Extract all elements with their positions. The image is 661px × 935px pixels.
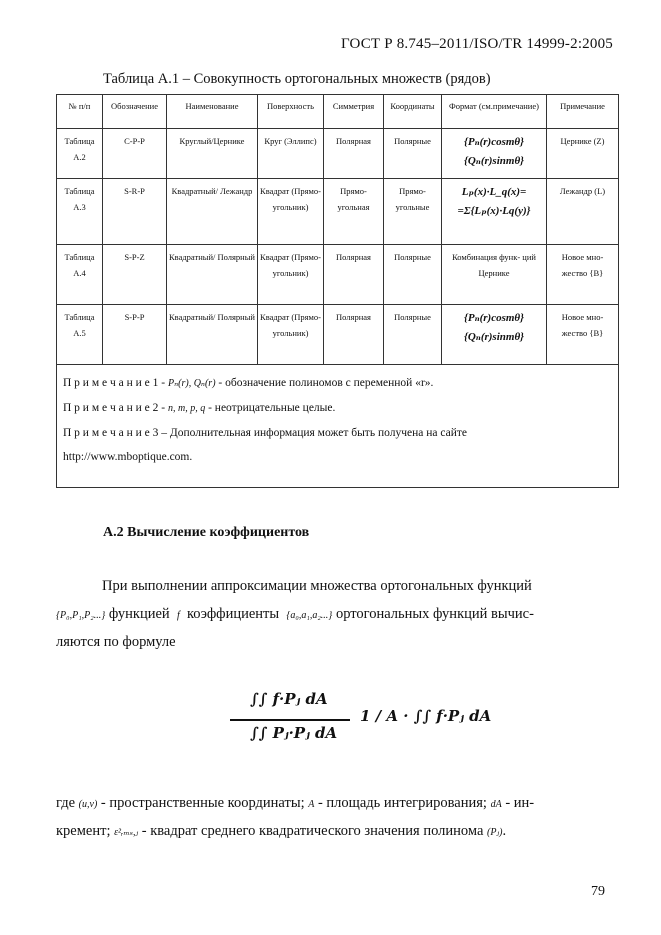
note-3: П р и м е ч а н и е 3 – Дополнительная информация может быть получена на сайте [63,427,467,439]
cell-surface: Квадрат (Прямо- угольник) [258,179,324,245]
text: ортогональных функций вычис- [335,606,534,622]
cell-symmetry: Полярная [324,305,384,365]
format-line: {Qₙ(r)sinmθ} [464,330,524,343]
paragraph-line [56,790,616,818]
format-line: =Σ{Lₚ(x)·Lq(y)} [457,204,531,217]
inline-formula: (u,v) [78,799,98,810]
cell-code: S-P-P [103,305,167,365]
cell-symmetry: Полярная [324,129,384,179]
cell-coords: Полярные [384,245,442,305]
note-1 [63,371,612,396]
formula-right: 1 / A · ∫∫ f·Pⱼ dA [360,707,492,725]
text: . [502,823,507,839]
cell-format [442,305,547,365]
cell-no: Таблица А.5 [57,305,103,365]
cell-no: Таблица А.4 [57,245,103,305]
col-header: Наименование [167,95,258,129]
text: кремент; [56,823,111,839]
cell-no: Таблица А.3 [57,179,103,245]
table-header-row [57,95,619,129]
cell-name: Квадратный/ Полярный [167,305,258,365]
col-header: Примечание [547,95,619,129]
cell-surface: Квадрат (Прямо- угольник) [258,305,324,365]
cell-code: S-P-Z [103,245,167,305]
text: - ин- [505,795,535,811]
note-1-formula: Pₙ(r), Qₙ(r) [167,378,216,389]
cell-code: C-P-P [103,129,167,179]
col-header: Поверхность [258,95,324,129]
cell-note: Новое мно- жество {B} [547,245,619,305]
section-title: А.2 Вычисление коэффициентов [103,525,310,540]
paragraph-line [56,818,616,846]
format-line: {Pₙ(r)cosmθ} [464,136,524,148]
paragraph-line: ляются по формуле [56,634,176,650]
cell-name: Квадратный/ Лежандр [167,179,258,245]
note-2 [63,396,612,421]
cell-note: Новое мно- жество {B} [547,305,619,365]
cell-no: Таблица А.2 [57,129,103,179]
inline-formula: {P₀,P₁,P₂...} [56,610,106,621]
inline-formula: {a₀,a₁,a₂...} [286,610,333,621]
page-number: 79 [591,884,605,899]
formula-denominator: ∫∫ Pⱼ·Pⱼ dA [250,724,338,742]
format-line: {Qₙ(r)sinmθ} [464,154,524,167]
inline-formula: f [176,610,180,621]
cell-format [442,129,547,179]
inline-formula: (Pⱼ) [487,827,503,838]
format-line: Lₚ(x)·L_q(x)= [461,186,527,198]
col-header: Обозначение [103,95,167,129]
table-row [57,305,619,365]
cell-name: Квадратный/ Полярный [167,245,258,305]
cell-symmetry: Прямо- угольная [324,179,384,245]
note-2-formula: n, m, p, q [167,403,206,414]
cell-coords: Полярные [384,129,442,179]
text: функцией [108,606,170,622]
paragraph-line [56,601,616,629]
table-notes-row [57,365,619,488]
cell-name: Круглый/Цернике [167,129,258,179]
table-row [57,179,619,245]
fraction-bar [230,719,350,721]
cell-note: Цернике (Z) [547,129,619,179]
col-header: № п/п [57,95,103,129]
note-3-url[interactable]: http://www.mboptique.com. [63,451,193,463]
table-caption: Таблица А.1 – Совокупность ортогональных множеств (рядов) [103,71,491,87]
note-1-label: П р и м е ч а н и е 1 - [63,377,166,389]
text: - квадрат среднего квадратического значения полинома [141,823,484,839]
cell-surface: Квадрат (Прямо- угольник) [258,245,324,305]
note-1-text: - обозначение полиномов с переменной «r». [218,377,434,389]
inline-formula: ε²ᵣₘₛ,ⱼ [114,827,139,838]
text: - площадь интегрирования; [317,795,487,811]
col-header: Координаты [384,95,442,129]
coefficient-formula [210,690,510,750]
text: где [56,795,76,811]
orthogonal-sets-table [56,94,619,488]
col-header: Формат (см.примечание) [442,95,547,129]
inline-formula: A [308,799,315,810]
format-line: {Pₙ(r)cosmθ} [464,312,524,324]
page-header: ГОСТ Р 8.745–2011/ISO/TR 14999-2:2005 [340,36,613,52]
table-notes [57,365,619,488]
col-header: Симметрия [324,95,384,129]
paragraph-line: При выполнении аппроксимации множества ортогональных функций [102,578,532,594]
cell-symmetry: Полярная [324,245,384,305]
note-2-text: - неотрицательные целые. [208,402,336,414]
cell-coords: Прямо- угольные [384,179,442,245]
formula-numerator: ∫∫ f·Pⱼ dA [250,690,328,708]
cell-format: Комбинация функ- ций Цернике [442,245,547,305]
inline-formula: dA [490,799,502,810]
note-2-label: П р и м е ч а н и е 2 - [63,402,166,414]
text: - пространственные координаты; [100,795,305,811]
cell-note: Лежандр (L) [547,179,619,245]
cell-code: S-R-P [103,179,167,245]
cell-format [442,179,547,245]
text: коэффициенты [186,606,280,622]
cell-coords: Полярные [384,305,442,365]
table-row [57,129,619,179]
table-row [57,245,619,305]
cell-surface: Круг (Эллипс) [258,129,324,179]
